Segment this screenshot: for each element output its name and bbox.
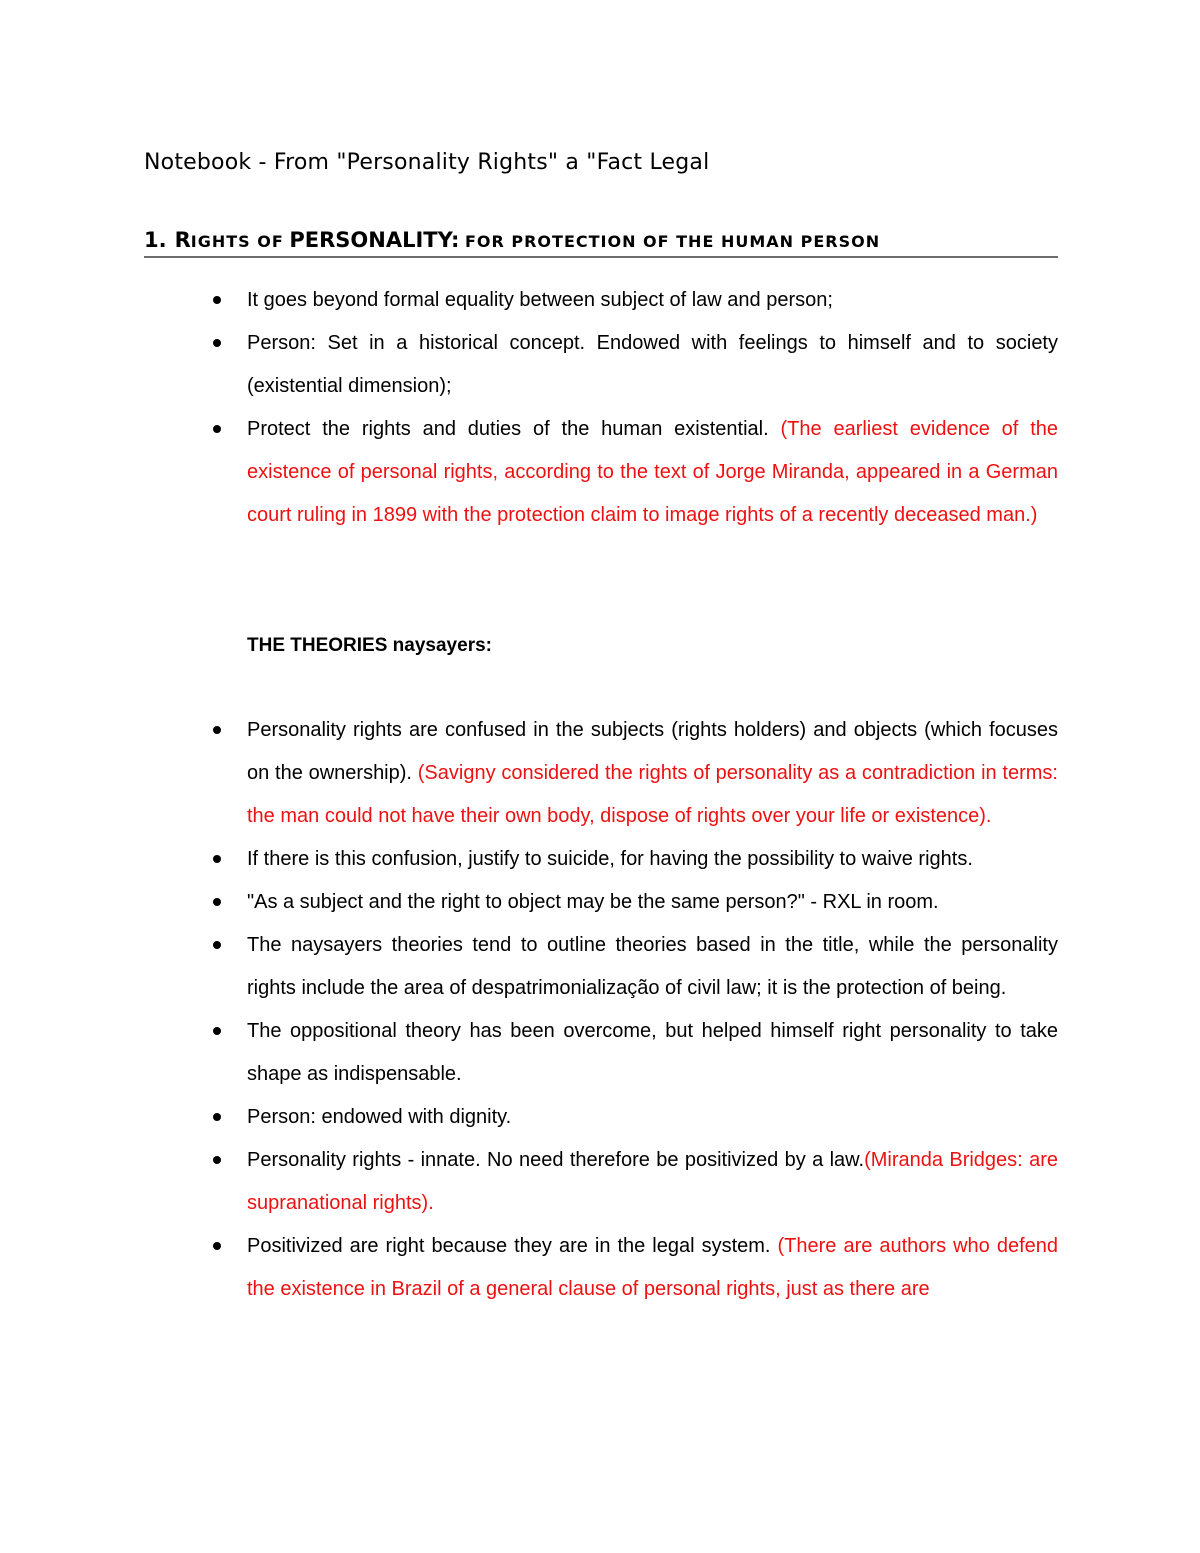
item-annotation: (Miranda Bridges: are supranational rights). (247, 1149, 1058, 1214)
item-text: The oppositional theory has been overcome, but helped himself right personality to take shape as indispensable. (247, 1020, 1058, 1085)
heading-bold-word: PERSONALITY: (289, 228, 460, 252)
list-item (247, 924, 1058, 1010)
list-item (247, 709, 1058, 838)
list-item (247, 1139, 1058, 1225)
item-text: Positivized are right because they are in the legal system. (247, 1235, 778, 1257)
item-text: The naysayers theories tend to outline theories based in the title, while the personality rights include the area of despatrimonialização of civil law; it is the protection of being. (247, 934, 1058, 999)
bullet-list-naysayers (0, 709, 1200, 1311)
subheading-theories: THE THEORIES naysayers: (247, 635, 492, 656)
item-text: It goes beyond formal equality between subject of law and person; (247, 289, 833, 311)
list-item (247, 1225, 1058, 1311)
item-text: "As a subject and the right to object may be the same person?" - RXL in room. (247, 891, 939, 913)
document-title: Notebook - From "Personality Rights" a "Fact Legal (144, 150, 710, 175)
bullet-icon (213, 1027, 221, 1035)
list-item (247, 408, 1058, 537)
bullet-icon (213, 296, 221, 304)
item-text: Person: Set in a historical concept. Endowed with feelings to himself and to society (existential dimension); (247, 332, 1058, 397)
section-heading (144, 228, 1058, 258)
heading-initial: R (174, 228, 191, 252)
item-annotation: (The earliest evidence of the existence of personal rights, according to the text of Jorge Miranda, appeared in a German court ruling in 1899 with the protection claim to image rights of a recently deceased man.) (247, 418, 1058, 526)
list-item (247, 1096, 1058, 1139)
item-text: Person: endowed with dignity. (247, 1106, 512, 1128)
bullet-icon (213, 1156, 221, 1164)
bullet-icon (213, 339, 221, 347)
item-text: Personality rights are confused in the subjects (rights holders) and objects (which focuses on the ownership). (247, 719, 1058, 784)
bullet-icon (213, 1113, 221, 1121)
item-annotation: (There are authors who defend the existence in Brazil of a general clause of personal rights, just as there are (247, 1235, 1058, 1300)
list-item (247, 279, 1058, 322)
bullet-icon (213, 726, 221, 734)
bullet-list-rights (0, 279, 1200, 537)
list-item (247, 881, 1058, 924)
item-annotation: (Savigny considered the rights of personality as a contradiction in terms: the man could not have their own body, dispose of rights over your life or existence). (247, 762, 1058, 827)
bullet-icon (213, 898, 221, 906)
list-item (247, 838, 1058, 881)
heading-smallcaps-1: IGHTS OF (190, 232, 284, 251)
list-item (247, 322, 1058, 408)
bullet-icon (213, 1242, 221, 1250)
item-text: If there is this confusion, justify to suicide, for having the possibility to waive rights. (247, 848, 973, 870)
heading-smallcaps-2: FOR PROTECTION OF THE HUMAN PERSON (464, 232, 881, 251)
bullet-icon (213, 425, 221, 433)
item-text: Protect the rights and duties of the human existential. (247, 418, 781, 440)
bullet-icon (213, 941, 221, 949)
section-number: 1. (144, 228, 167, 252)
bullet-icon (213, 855, 221, 863)
item-text: Personality rights - innate. No need therefore be positivized by a law. (247, 1149, 865, 1171)
list-item (247, 1010, 1058, 1096)
